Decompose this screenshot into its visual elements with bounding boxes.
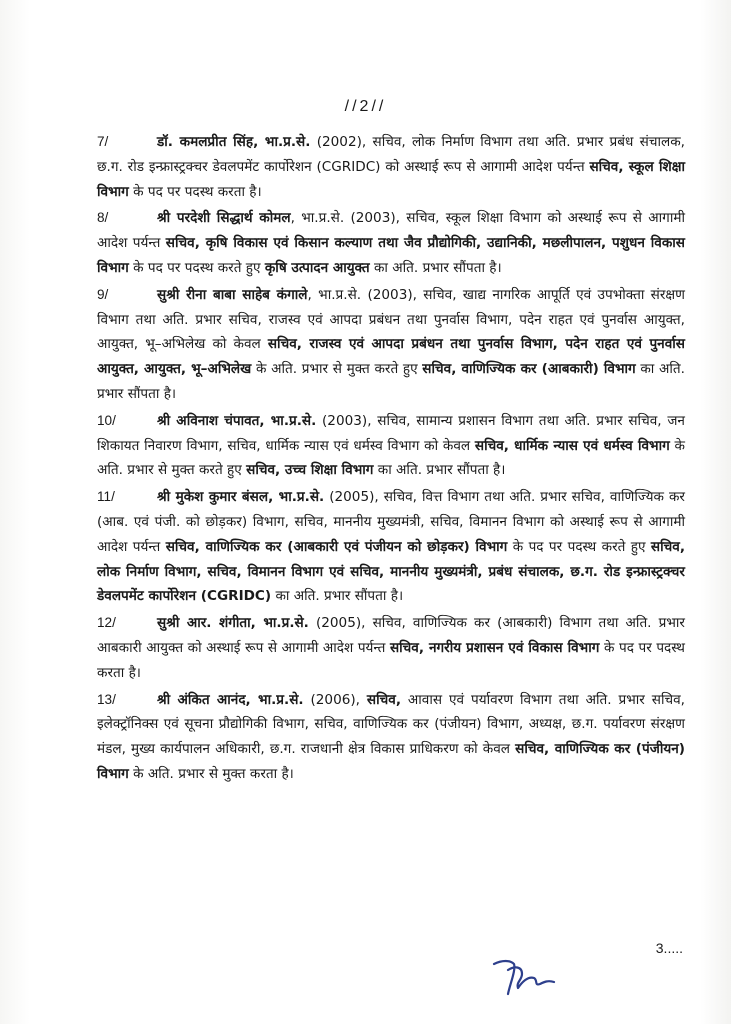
order-paragraph	[97, 688, 685, 787]
text-run: का अति. प्रभार सौंपता है।	[271, 588, 404, 605]
paragraph-number: 12/	[97, 615, 116, 631]
bold-text-run: श्री परदेशी सिद्धार्थ कोमल	[157, 210, 291, 227]
text-run: (2003), सचिव, सामान्य प्रशासन विभाग तथा अति. प्रभार सचिव, जन शिकायत निवारण विभाग, सचिव, धार्मिक न्यास एवं धर्मस्व विभाग को केवल	[97, 412, 685, 454]
bold-text-run: सचिव, कृषि विकास एवं किसान कल्याण तथा जैव प्रौद्योगिकी, उद्यानिकी, मछलीपालन, पशुधन विकास विभाग	[97, 235, 685, 276]
bold-text-run: सचिव, स्कूल शिक्षा विभाग	[97, 158, 685, 200]
paragraph-number: 13/	[97, 691, 116, 707]
text-run: , भा.प्र.से. (2003), सचिव, स्कूल शिक्षा विभाग को अस्थाई रूप से आगामी आदेश पर्यन्त	[97, 210, 685, 252]
bold-text-run: सचिव, लोक निर्माण विभाग, सचिव, विमानन विभाग एवं सचिव, माननीय मुख्यमंत्री, प्रबंध संचालक, छ.ग. रोड इन्फ्रास्ट्रक्चर डेवलपमेंट कार्पोरेशन (CGRIDC)	[97, 538, 685, 605]
bold-text-run: श्री मुकेश कुमार बंसल, भा.प्र.से.	[157, 489, 325, 506]
text-run: (2006),	[303, 691, 367, 708]
paragraph-number: 8/	[97, 210, 109, 226]
bold-text-run: डॉ. कमलप्रीत सिंह, भा.प्र.से.	[157, 134, 311, 150]
text-run: का अति. प्रभार सौंपता है।	[369, 259, 502, 276]
paragraph-number: 9/	[97, 286, 109, 302]
text-run: के अति. प्रभार से मुक्त करते हुए	[251, 361, 423, 378]
order-paragraph	[97, 283, 685, 407]
bold-text-run: सचिव, धार्मिक न्यास एवं धर्मस्व विभाग	[474, 437, 670, 454]
order-paragraph	[97, 611, 685, 685]
bold-text-run: सचिव, वाणिज्यिक कर (पंजीयन) विभाग	[97, 741, 685, 782]
bold-text-run: सुश्री रीना बाबा साहेब कंगाले	[157, 286, 308, 303]
page-number-marker: //2//	[344, 98, 387, 115]
bold-text-run: सचिव, वाणिज्यिक कर (आबकारी) विभाग	[422, 361, 636, 378]
text-run: के पद पर पदस्थ करते हुए	[507, 538, 651, 555]
bold-text-run: श्री अंकित आनंद, भा.प्र.से.	[157, 691, 304, 708]
order-paragraph	[97, 130, 685, 204]
bold-text-run: श्री अविनाश चंपावत, भा.प्र.से.	[157, 412, 317, 429]
text-run: के पद पर पदस्थ करते हुए	[128, 259, 265, 276]
signature-mark	[488, 950, 568, 1000]
text-run: आवास एवं पर्यावरण विभाग तथा अति. प्रभार सचिव, इलेक्ट्रॉनिक्स एवं सूचना प्रौद्योगिकी विभाग, सचिव, वाणिज्यिक कर (पंजीयन) विभाग, अध्यक्ष, छ.ग. पर्यावरण संरक्षण मंडल, मुख्य कार्यपालन अधिकारी, छ.ग. राजधानी क्षेत्र विकास प्राधिकरण को केवल	[97, 691, 685, 758]
order-paragraph	[97, 409, 685, 483]
text-run: के पद पर पदस्थ करता है।	[97, 639, 685, 681]
bold-text-run: सचिव, नगरीय प्रशासन एवं विकास विभाग	[389, 639, 600, 656]
text-run: का अति. प्रभार सौंपता है।	[373, 462, 506, 479]
bold-text-run: सचिव,	[366, 691, 401, 708]
order-paragraph	[97, 485, 685, 609]
paragraph-number: 11/	[97, 489, 115, 505]
document-body	[97, 130, 685, 789]
text-run: (2002), सचिव, लोक निर्माण विभाग तथा अति. प्रभार प्रबंध संचालक, छ.ग. रोड इन्फ्रास्ट्रक्चर डेवलपमेंट कार्पोरेशन (CGRIDC) को अस्थाई रूप से आगामी आदेश पर्यन्त	[97, 134, 686, 175]
paragraph-number: 7/	[97, 134, 109, 149]
paragraph-number: 10/	[97, 412, 116, 428]
text-run: के अति. प्रभार से मुक्त करते हुए	[97, 437, 685, 479]
bold-text-run: सचिव, उच्च शिक्षा विभाग	[246, 462, 374, 479]
bold-text-run: सुश्री आर. शंगीता, भा.प्र.से.	[157, 615, 309, 632]
text-run: का अति. प्रभार सौंपता है।	[97, 361, 685, 402]
continuation-marker: 3.....	[655, 940, 683, 956]
text-run: के अति. प्रभार से मुक्त करता है।	[128, 765, 294, 782]
text-run: के पद पर पदस्थ करता है।	[128, 183, 262, 200]
order-paragraph	[97, 206, 685, 280]
text-run: (2005), सचिव, वित्त विभाग तथा अति. प्रभार सचिव, वाणिज्यिक कर (आब. एवं पंजी. को छोड़कर) विभाग, सचिव, माननीय मुख्यमंत्री, सचिव, विमानन विभाग को अस्थाई रूप से आगामी आदेश पर्यन्त	[97, 489, 685, 555]
bold-text-run: कृषि उत्पादन आयुक्त	[264, 259, 370, 276]
bold-text-run: सचिव, राजस्व एवं आपदा प्रबंधन तथा पुनर्वास विभाग, पदेन राहत एवं पुनर्वास आयुक्त, आयुक्त, भू–अभिलेख	[97, 336, 685, 378]
text-run: , भा.प्र.से. (2003), सचिव, खाद्य नागरिक आपूर्ति एवं उपभोक्ता संरक्षण विभाग तथा अति. प्रभार सचिव, राजस्व एवं आपदा प्रबंधन तथा पुनर्वास विभाग, पदेन राहत एवं पुनर्वास आयुक्त, आयुक्त, भू–अभिलेख को केवल	[97, 286, 685, 353]
bold-text-run: सचिव, वाणिज्यिक कर (आबकारी एवं पंजीयन को छोड़कर) विभाग	[165, 538, 508, 555]
text-run: (2005), सचिव, वाणिज्यिक कर (आबकारी) विभाग तथा अति. प्रभार आबकारी आयुक्त को अस्थाई रूप से आगामी आदेश पर्यन्त	[97, 615, 685, 656]
